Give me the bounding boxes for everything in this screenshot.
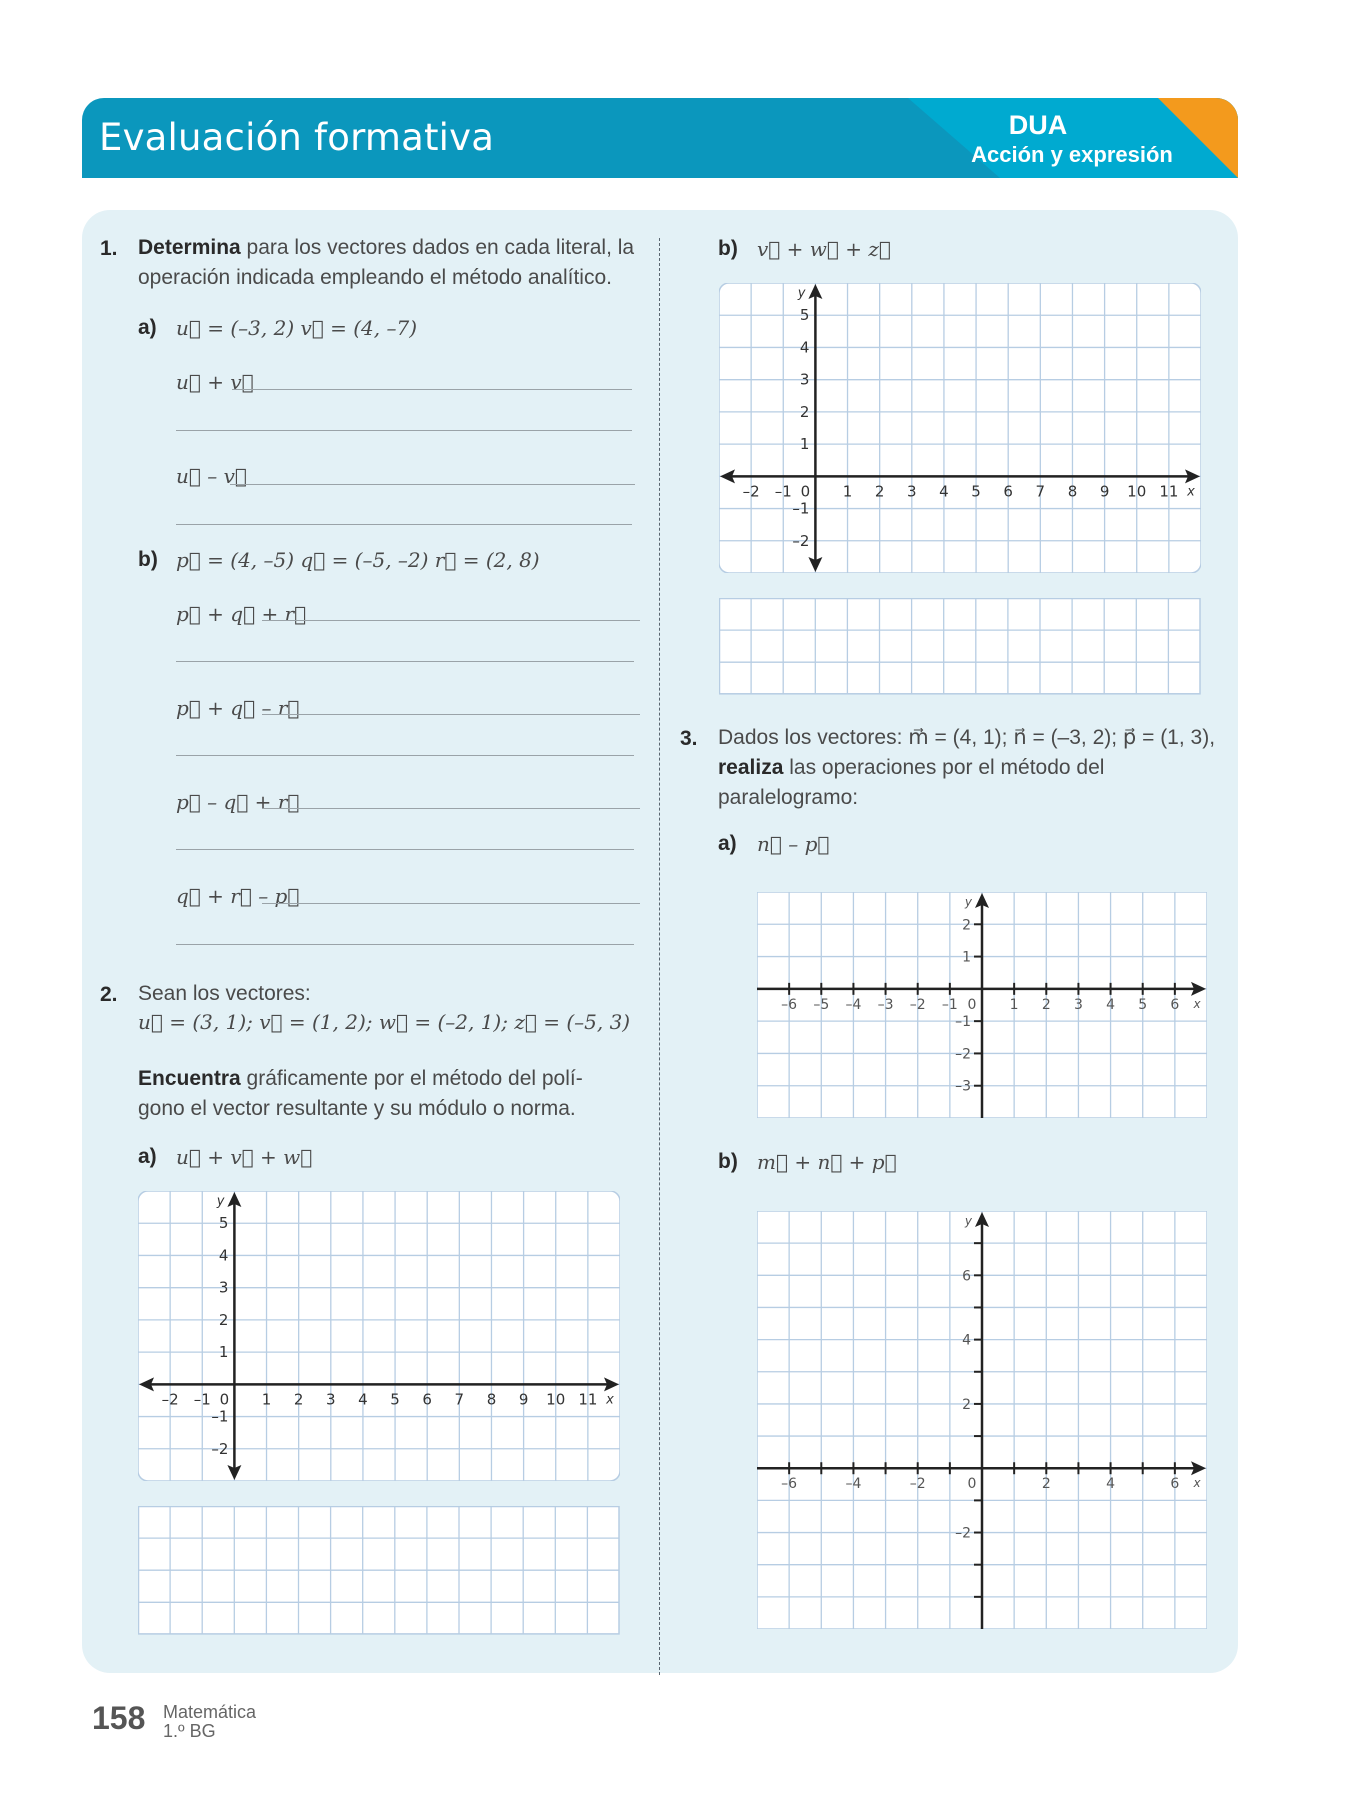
answer-line[interactable] [176, 430, 632, 431]
svg-text:4: 4 [218, 1246, 229, 1265]
svg-text:6: 6 [422, 1390, 432, 1409]
svg-text:–2: –2 [909, 1476, 926, 1493]
grade-label: 1.º BG [163, 1721, 216, 1741]
svg-text:4: 4 [939, 482, 949, 501]
svg-text:0: 0 [967, 996, 977, 1013]
question-2-prompt [138, 1064, 658, 1124]
svg-text:1: 1 [842, 482, 853, 501]
svg-text:5: 5 [218, 1214, 229, 1233]
question-3-prompt [718, 723, 1248, 813]
svg-text:5: 5 [1138, 996, 1148, 1013]
answer-line[interactable] [176, 524, 632, 525]
question-3-text: las operaciones por el método del [783, 756, 1105, 779]
svg-text:5: 5 [390, 1390, 400, 1409]
svg-text:–2: –2 [161, 1390, 179, 1409]
svg-text:4: 4 [1106, 1476, 1116, 1493]
svg-text:1: 1 [799, 435, 810, 454]
answer-line[interactable] [176, 755, 634, 756]
question-3-number: 3. [680, 727, 698, 750]
svg-text:10: 10 [1127, 482, 1147, 501]
svg-text:–4: –4 [845, 996, 862, 1013]
svg-text:–4: –4 [845, 1476, 862, 1493]
question-2-number: 2. [100, 983, 118, 1006]
svg-text:2: 2 [293, 1390, 304, 1409]
svg-text:–1: –1 [193, 1390, 211, 1409]
question-3-verb: realiza [718, 756, 784, 779]
svg-text:x: x [1193, 996, 1201, 1011]
svg-text:3: 3 [218, 1278, 229, 1297]
dua-badge: DUA [1008, 110, 1068, 140]
svg-text:2: 2 [962, 917, 971, 934]
svg-text:11: 11 [1159, 482, 1179, 501]
answer-line[interactable] [176, 944, 634, 945]
q3a-op: n⃗ – p⃗ [757, 832, 830, 856]
question-2-verb: Encuentra [138, 1067, 241, 1090]
q3b-op: m⃗ + n⃗ + p⃗ [757, 1150, 897, 1174]
question-1-number: 1. [100, 237, 118, 260]
q1a-op-sum: u⃗ + v⃗ [176, 370, 254, 394]
q1b-op-1: p⃗ + q⃗ + r⃗ [176, 602, 307, 626]
question-2-vectors: u⃗ = (3, 1); v⃗ = (1, 2); w⃗ = (–2, 1); z⃗ = (–5, 3) [138, 1010, 631, 1034]
question-2-intro: Sean los vectores: [138, 982, 311, 1005]
svg-text:6: 6 [1003, 482, 1013, 501]
svg-text:3: 3 [1073, 996, 1083, 1013]
graph-3a-coordinate-plane[interactable] [757, 892, 1207, 1118]
svg-text:7: 7 [1035, 482, 1046, 501]
svg-text:–2: –2 [211, 1439, 229, 1458]
answer-line[interactable] [262, 620, 640, 621]
svg-text:x: x [606, 1392, 614, 1408]
svg-text:x: x [1193, 1476, 1201, 1491]
answer-line[interactable] [262, 714, 640, 715]
q2b-op: v⃗ + w⃗ + z⃗ [757, 237, 891, 261]
svg-text:2: 2 [1041, 1476, 1051, 1493]
graph-3b-coordinate-plane[interactable] [757, 1211, 1207, 1629]
graph-2a-work-grid[interactable] [138, 1506, 620, 1636]
svg-text:6: 6 [962, 1268, 971, 1285]
svg-text:8: 8 [486, 1390, 497, 1409]
svg-text:0: 0 [219, 1390, 230, 1409]
footer-subject [163, 1703, 256, 1741]
q2a-op: u⃗ + v⃗ + w⃗ [176, 1145, 313, 1169]
answer-line[interactable] [262, 903, 640, 904]
q1a-label: a) [138, 316, 157, 339]
svg-text:1: 1 [962, 949, 971, 966]
svg-text:–1: –1 [774, 482, 792, 501]
answer-line[interactable] [176, 849, 634, 850]
answer-line[interactable] [262, 808, 640, 809]
svg-text:0: 0 [967, 1476, 977, 1493]
graph-2b-coordinate-plane[interactable] [719, 283, 1201, 573]
svg-text:–6: –6 [781, 996, 798, 1013]
svg-text:–2: –2 [792, 531, 810, 550]
svg-text:6: 6 [1170, 1476, 1180, 1493]
section-header [82, 98, 1238, 178]
question-1-verb: Determina [138, 236, 241, 259]
svg-text:9: 9 [1099, 482, 1110, 501]
q1b-op-2: p⃗ + q⃗ – r⃗ [176, 696, 300, 720]
q1b-vectors: p⃗ = (4, –5) q⃗ = (–5, –2) r⃗ = (2, 8) [176, 548, 540, 572]
answer-line[interactable] [232, 389, 632, 390]
q3a-label: a) [718, 832, 737, 855]
svg-text:3: 3 [326, 1390, 336, 1409]
q1b-op-3: p⃗ – q⃗ + r⃗ [176, 790, 300, 814]
svg-text:–1: –1 [941, 996, 958, 1013]
svg-text:5: 5 [799, 306, 810, 325]
svg-text:3: 3 [799, 370, 810, 389]
svg-text:4: 4 [358, 1390, 368, 1409]
svg-text:–3: –3 [877, 996, 894, 1013]
question-2-text-line2: gono el vector resultante y su módulo o norma. [138, 1097, 576, 1120]
q2b-label: b) [718, 237, 738, 260]
svg-text:y: y [216, 1194, 225, 1209]
svg-text:1: 1 [1009, 996, 1019, 1013]
svg-text:10: 10 [546, 1390, 566, 1409]
svg-text:4: 4 [799, 338, 810, 357]
svg-text:x: x [1187, 484, 1195, 500]
svg-text:8: 8 [1067, 482, 1078, 501]
svg-text:y: y [797, 286, 806, 301]
q1b-label: b) [138, 548, 158, 571]
answer-line[interactable] [176, 661, 634, 662]
dua-badge-subtitle: Acción y expresión [971, 142, 1173, 167]
svg-text:4: 4 [962, 1332, 971, 1349]
question-1-text: para los vectores dados en cada literal, la [240, 236, 635, 259]
question-1-prompt [138, 233, 658, 293]
svg-text:–3: –3 [955, 1078, 971, 1095]
answer-line[interactable] [230, 484, 635, 485]
q1a-op-diff: u⃗ – v⃗ [176, 464, 247, 488]
subject-label: Matemática [163, 1702, 257, 1722]
svg-text:y: y [964, 1214, 972, 1228]
svg-text:6: 6 [1170, 996, 1180, 1013]
svg-text:1: 1 [261, 1390, 272, 1409]
svg-text:–2: –2 [742, 482, 760, 501]
question-3-text-line3: paralelogramo: [718, 786, 859, 809]
svg-text:5: 5 [971, 482, 981, 501]
svg-text:11: 11 [578, 1390, 598, 1409]
svg-text:2: 2 [1041, 996, 1051, 1013]
q2a-label: a) [138, 1145, 157, 1168]
question-2-text: gráficamente por el método del polí- [240, 1067, 583, 1090]
page-title: Evaluación formativa [99, 116, 495, 159]
page-number: 158 [92, 1700, 146, 1736]
svg-text:4: 4 [1106, 996, 1116, 1013]
svg-text:–2: –2 [909, 996, 926, 1013]
svg-text:–6: –6 [781, 1476, 798, 1493]
svg-text:0: 0 [800, 482, 811, 501]
graph-2a-coordinate-plane[interactable] [138, 1191, 620, 1481]
column-divider [659, 238, 660, 1675]
svg-text:–5: –5 [813, 996, 830, 1013]
svg-text:2: 2 [874, 482, 885, 501]
svg-text:2: 2 [799, 402, 810, 421]
svg-text:1: 1 [218, 1343, 229, 1362]
svg-text:–2: –2 [955, 1525, 971, 1542]
svg-text:–2: –2 [955, 1046, 971, 1063]
svg-text:3: 3 [907, 482, 917, 501]
question-1-text-line2: operación indicada empleando el método analítico. [138, 266, 612, 289]
question-3-text-line1: Dados los vectores: m⃗ = (4, 1); n⃗ = (–3, 2); p⃗ = (1, 3), [718, 726, 1216, 749]
svg-text:–1: –1 [792, 499, 810, 518]
q1a-vectors: u⃗ = (–3, 2) v⃗ = (4, –7) [176, 316, 418, 340]
svg-text:2: 2 [218, 1310, 229, 1329]
svg-text:y: y [964, 895, 972, 909]
graph-2b-work-grid[interactable] [719, 598, 1201, 696]
q1b-op-4: q⃗ + r⃗ – p⃗ [176, 884, 300, 908]
svg-text:9: 9 [518, 1390, 529, 1409]
svg-text:–1: –1 [211, 1407, 229, 1426]
svg-text:2: 2 [962, 1396, 971, 1413]
q3b-label: b) [718, 1150, 738, 1173]
svg-text:–1: –1 [955, 1014, 971, 1031]
svg-text:7: 7 [454, 1390, 465, 1409]
